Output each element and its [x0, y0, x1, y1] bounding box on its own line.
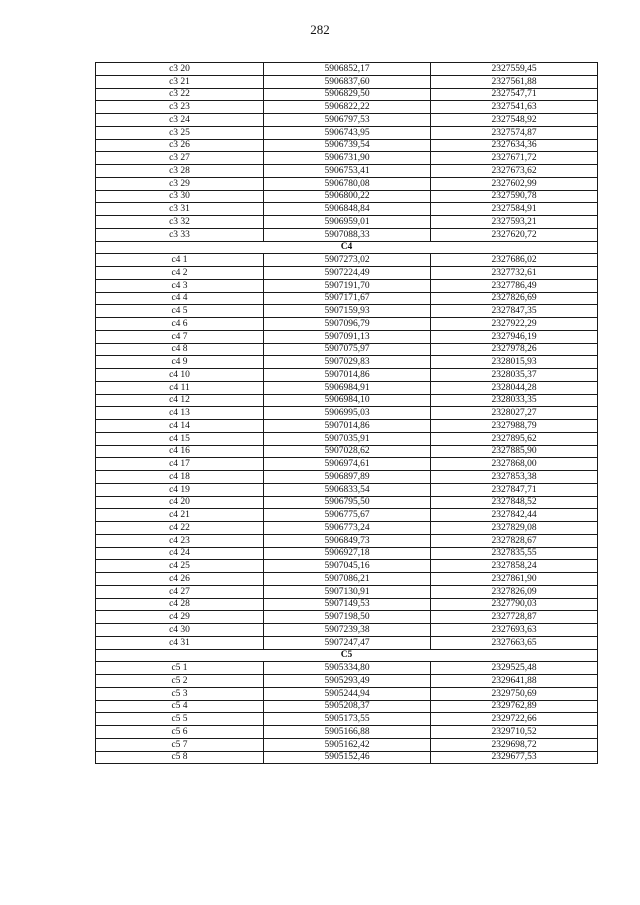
y-coordinate-cell: 2327988,79 — [431, 420, 598, 433]
y-coordinate-cell: 2327978,26 — [431, 343, 598, 356]
table-row — [96, 471, 598, 484]
x-coordinate-cell: 5906795,50 — [264, 496, 431, 509]
point-name-cell: c4 8 — [96, 343, 264, 356]
x-coordinate-cell: 5907086,21 — [264, 573, 431, 586]
x-coordinate-cell: 5907239,38 — [264, 624, 431, 637]
x-coordinate-cell: 5905162,42 — [264, 738, 431, 751]
table-row — [96, 330, 598, 343]
table-row — [96, 177, 598, 190]
y-coordinate-cell: 2327728,87 — [431, 611, 598, 624]
y-coordinate-cell: 2327847,71 — [431, 483, 598, 496]
y-coordinate-cell: 2327673,62 — [431, 165, 598, 178]
point-name-cell: c4 19 — [96, 483, 264, 496]
table-row — [96, 114, 598, 127]
point-name-cell: c3 26 — [96, 139, 264, 152]
point-name-cell: c4 27 — [96, 585, 264, 598]
point-name-cell: c3 22 — [96, 88, 264, 101]
x-coordinate-cell: 5907014,86 — [264, 420, 431, 433]
point-name-cell: c5 7 — [96, 738, 264, 751]
table-row — [96, 63, 598, 76]
point-name-cell: c5 5 — [96, 713, 264, 726]
point-name-cell: c5 3 — [96, 687, 264, 700]
point-name-cell: c4 18 — [96, 471, 264, 484]
y-coordinate-cell: 2327590,78 — [431, 190, 598, 203]
table-row — [96, 573, 598, 586]
table-row — [96, 726, 598, 739]
table-row — [96, 751, 598, 764]
point-name-cell: c4 22 — [96, 522, 264, 535]
x-coordinate-cell: 5907091,13 — [264, 330, 431, 343]
y-coordinate-cell: 2327602,99 — [431, 177, 598, 190]
point-name-cell: c4 15 — [96, 432, 264, 445]
table-row — [96, 624, 598, 637]
y-coordinate-cell: 2327946,19 — [431, 330, 598, 343]
y-coordinate-cell: 2327693,63 — [431, 624, 598, 637]
y-coordinate-cell: 2327826,69 — [431, 292, 598, 305]
section-title: C5 — [96, 649, 598, 662]
point-name-cell: c3 31 — [96, 203, 264, 216]
x-coordinate-cell: 5906775,67 — [264, 509, 431, 522]
point-name-cell: c4 6 — [96, 318, 264, 331]
point-name-cell: c4 12 — [96, 394, 264, 407]
y-coordinate-cell: 2329722,66 — [431, 713, 598, 726]
table-row — [96, 598, 598, 611]
y-coordinate-cell: 2327620,72 — [431, 228, 598, 241]
x-coordinate-cell: 5907171,67 — [264, 292, 431, 305]
x-coordinate-cell: 5905244,94 — [264, 687, 431, 700]
point-name-cell: c4 29 — [96, 611, 264, 624]
table-row — [96, 687, 598, 700]
table-row — [96, 636, 598, 649]
table-row — [96, 139, 598, 152]
y-coordinate-cell: 2327829,08 — [431, 522, 598, 535]
y-coordinate-cell: 2327541,63 — [431, 101, 598, 114]
y-coordinate-cell: 2327861,90 — [431, 573, 598, 586]
y-coordinate-cell: 2329525,48 — [431, 662, 598, 675]
point-name-cell: c3 33 — [96, 228, 264, 241]
table-row — [96, 190, 598, 203]
table-row — [96, 343, 598, 356]
x-coordinate-cell: 5906837,60 — [264, 75, 431, 88]
point-name-cell: c3 30 — [96, 190, 264, 203]
point-name-cell: c4 30 — [96, 624, 264, 637]
table-row — [96, 534, 598, 547]
x-coordinate-cell: 5905166,88 — [264, 726, 431, 739]
y-coordinate-cell: 2328015,93 — [431, 356, 598, 369]
y-coordinate-cell: 2328035,37 — [431, 369, 598, 382]
point-name-cell: c4 25 — [96, 560, 264, 573]
x-coordinate-cell: 5906833,54 — [264, 483, 431, 496]
y-coordinate-cell: 2327790,03 — [431, 598, 598, 611]
y-coordinate-cell: 2328027,27 — [431, 407, 598, 420]
point-name-cell: c4 4 — [96, 292, 264, 305]
x-coordinate-cell: 5907035,91 — [264, 432, 431, 445]
y-coordinate-cell: 2327847,35 — [431, 305, 598, 318]
table-row — [96, 267, 598, 280]
point-name-cell: c4 13 — [96, 407, 264, 420]
x-coordinate-cell: 5907075,97 — [264, 343, 431, 356]
y-coordinate-cell: 2327828,67 — [431, 534, 598, 547]
table-row — [96, 165, 598, 178]
table-row — [96, 152, 598, 165]
y-coordinate-cell: 2327885,90 — [431, 445, 598, 458]
y-coordinate-cell: 2329677,53 — [431, 751, 598, 764]
point-name-cell: c3 21 — [96, 75, 264, 88]
y-coordinate-cell: 2327561,88 — [431, 75, 598, 88]
section-header-row — [96, 241, 598, 254]
x-coordinate-cell: 5907014,86 — [264, 369, 431, 382]
table-row — [96, 88, 598, 101]
table-row — [96, 369, 598, 382]
table-row — [96, 305, 598, 318]
table-row — [96, 216, 598, 229]
x-coordinate-cell: 5906995,03 — [264, 407, 431, 420]
point-name-cell: c3 24 — [96, 114, 264, 127]
table-row — [96, 356, 598, 369]
x-coordinate-cell: 5905152,46 — [264, 751, 431, 764]
point-name-cell: c4 31 — [96, 636, 264, 649]
y-coordinate-cell: 2327826,09 — [431, 585, 598, 598]
x-coordinate-cell: 5907045,16 — [264, 560, 431, 573]
y-coordinate-cell: 2329710,52 — [431, 726, 598, 739]
y-coordinate-cell: 2327835,55 — [431, 547, 598, 560]
point-name-cell: c5 6 — [96, 726, 264, 739]
point-name-cell: c4 1 — [96, 254, 264, 267]
x-coordinate-cell: 5905293,49 — [264, 675, 431, 688]
point-name-cell: c5 1 — [96, 662, 264, 675]
point-name-cell: c5 2 — [96, 675, 264, 688]
y-coordinate-cell: 2327853,38 — [431, 471, 598, 484]
table-row — [96, 203, 598, 216]
table-row — [96, 420, 598, 433]
x-coordinate-cell: 5906829,50 — [264, 88, 431, 101]
y-coordinate-cell: 2327559,45 — [431, 63, 598, 76]
point-name-cell: c5 4 — [96, 700, 264, 713]
table-row — [96, 292, 598, 305]
point-name-cell: c3 20 — [96, 63, 264, 76]
table-row — [96, 254, 598, 267]
x-coordinate-cell: 5907247,47 — [264, 636, 431, 649]
x-coordinate-cell: 5906822,22 — [264, 101, 431, 114]
point-name-cell: c3 28 — [96, 165, 264, 178]
y-coordinate-cell: 2327634,36 — [431, 139, 598, 152]
x-coordinate-cell: 5907096,79 — [264, 318, 431, 331]
point-name-cell: c4 5 — [96, 305, 264, 318]
point-name-cell: c3 29 — [96, 177, 264, 190]
y-coordinate-cell: 2327663,65 — [431, 636, 598, 649]
point-name-cell: c4 20 — [96, 496, 264, 509]
table-row — [96, 700, 598, 713]
x-coordinate-cell: 5906984,91 — [264, 381, 431, 394]
x-coordinate-cell: 5906974,61 — [264, 458, 431, 471]
table-row — [96, 101, 598, 114]
y-coordinate-cell: 2329762,89 — [431, 700, 598, 713]
coordinates-table — [95, 62, 598, 764]
table-row — [96, 662, 598, 675]
point-name-cell: c3 32 — [96, 216, 264, 229]
table-row — [96, 318, 598, 331]
x-coordinate-cell: 5907028,62 — [264, 445, 431, 458]
y-coordinate-cell: 2329698,72 — [431, 738, 598, 751]
x-coordinate-cell: 5907029,83 — [264, 356, 431, 369]
y-coordinate-cell: 2327574,87 — [431, 126, 598, 139]
point-name-cell: c4 21 — [96, 509, 264, 522]
section-header-row — [96, 649, 598, 662]
y-coordinate-cell: 2327686,02 — [431, 254, 598, 267]
y-coordinate-cell: 2327868,00 — [431, 458, 598, 471]
page-number: 282 — [310, 22, 330, 37]
y-coordinate-cell: 2327732,61 — [431, 267, 598, 280]
table-row — [96, 560, 598, 573]
y-coordinate-cell: 2327548,92 — [431, 114, 598, 127]
table-row — [96, 496, 598, 509]
point-name-cell: c4 14 — [96, 420, 264, 433]
y-coordinate-cell: 2327593,21 — [431, 216, 598, 229]
x-coordinate-cell: 5906897,89 — [264, 471, 431, 484]
x-coordinate-cell: 5907149,53 — [264, 598, 431, 611]
y-coordinate-cell: 2327895,62 — [431, 432, 598, 445]
point-name-cell: c4 7 — [96, 330, 264, 343]
y-coordinate-cell: 2328044,28 — [431, 381, 598, 394]
point-name-cell: c4 16 — [96, 445, 264, 458]
table-row — [96, 547, 598, 560]
y-coordinate-cell: 2327858,24 — [431, 560, 598, 573]
x-coordinate-cell: 5907224,49 — [264, 267, 431, 280]
x-coordinate-cell: 5906800,22 — [264, 190, 431, 203]
table-row — [96, 713, 598, 726]
point-name-cell: c4 26 — [96, 573, 264, 586]
x-coordinate-cell: 5906780,08 — [264, 177, 431, 190]
table-row — [96, 394, 598, 407]
x-coordinate-cell: 5907198,50 — [264, 611, 431, 624]
point-name-cell: c4 28 — [96, 598, 264, 611]
table-row — [96, 675, 598, 688]
x-coordinate-cell: 5906731,90 — [264, 152, 431, 165]
x-coordinate-cell: 5906849,73 — [264, 534, 431, 547]
table-row — [96, 228, 598, 241]
table-row — [96, 458, 598, 471]
y-coordinate-cell: 2327671,72 — [431, 152, 598, 165]
table-row — [96, 738, 598, 751]
x-coordinate-cell: 5906852,17 — [264, 63, 431, 76]
x-coordinate-cell: 5907159,93 — [264, 305, 431, 318]
table-row — [96, 75, 598, 88]
y-coordinate-cell: 2327842,44 — [431, 509, 598, 522]
table-row — [96, 381, 598, 394]
x-coordinate-cell: 5906848,84 — [264, 203, 431, 216]
x-coordinate-cell: 5907191,70 — [264, 279, 431, 292]
point-name-cell: c4 17 — [96, 458, 264, 471]
x-coordinate-cell: 5905334,80 — [264, 662, 431, 675]
table-row — [96, 279, 598, 292]
point-name-cell: c4 2 — [96, 267, 264, 280]
table-row — [96, 126, 598, 139]
y-coordinate-cell: 2329641,88 — [431, 675, 598, 688]
table-row — [96, 445, 598, 458]
table-row — [96, 432, 598, 445]
x-coordinate-cell: 5907130,91 — [264, 585, 431, 598]
table-row — [96, 483, 598, 496]
coordinates-table-body — [96, 63, 598, 764]
y-coordinate-cell: 2329750,69 — [431, 687, 598, 700]
y-coordinate-cell: 2327547,71 — [431, 88, 598, 101]
table-row — [96, 407, 598, 420]
x-coordinate-cell: 5906984,10 — [264, 394, 431, 407]
x-coordinate-cell: 5906927,18 — [264, 547, 431, 560]
y-coordinate-cell: 2327786,49 — [431, 279, 598, 292]
table-row — [96, 585, 598, 598]
table-row — [96, 509, 598, 522]
point-name-cell: c4 23 — [96, 534, 264, 547]
point-name-cell: c4 10 — [96, 369, 264, 382]
x-coordinate-cell: 5906743,95 — [264, 126, 431, 139]
x-coordinate-cell: 5905208,37 — [264, 700, 431, 713]
x-coordinate-cell: 5906753,41 — [264, 165, 431, 178]
y-coordinate-cell: 2327584,91 — [431, 203, 598, 216]
point-name-cell: c3 25 — [96, 126, 264, 139]
section-title: C4 — [96, 241, 598, 254]
y-coordinate-cell: 2327922,29 — [431, 318, 598, 331]
table-row — [96, 611, 598, 624]
y-coordinate-cell: 2327848,52 — [431, 496, 598, 509]
point-name-cell: c4 3 — [96, 279, 264, 292]
x-coordinate-cell: 5906797,53 — [264, 114, 431, 127]
point-name-cell: c3 27 — [96, 152, 264, 165]
x-coordinate-cell: 5907273,02 — [264, 254, 431, 267]
x-coordinate-cell: 5906959,01 — [264, 216, 431, 229]
y-coordinate-cell: 2328033,35 — [431, 394, 598, 407]
x-coordinate-cell: 5906773,24 — [264, 522, 431, 535]
point-name-cell: c4 24 — [96, 547, 264, 560]
x-coordinate-cell: 5906739,54 — [264, 139, 431, 152]
point-name-cell: c5 8 — [96, 751, 264, 764]
point-name-cell: c4 11 — [96, 381, 264, 394]
x-coordinate-cell: 5907088,33 — [264, 228, 431, 241]
point-name-cell: c3 23 — [96, 101, 264, 114]
point-name-cell: c4 9 — [96, 356, 264, 369]
x-coordinate-cell: 5905173,55 — [264, 713, 431, 726]
table-row — [96, 522, 598, 535]
